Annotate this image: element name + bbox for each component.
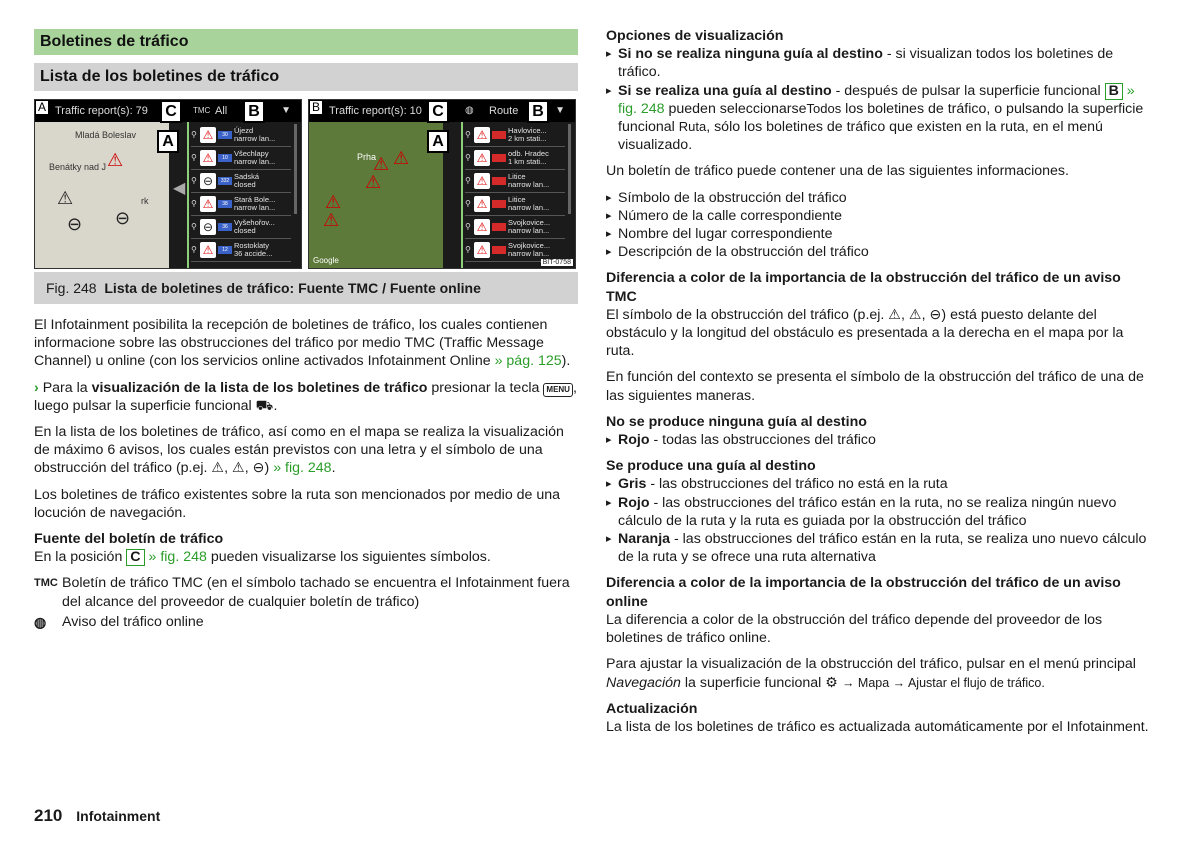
item-text: Litice narrow lan... (508, 172, 550, 189)
instruction (34, 379, 578, 415)
pin-icon: ⚲ (465, 176, 471, 185)
right-column (606, 27, 1151, 744)
pin-icon: ⚲ (191, 199, 197, 208)
dropdown-icon[interactable]: ▼ (555, 105, 565, 116)
scrollbar[interactable] (294, 124, 297, 214)
paragraph-text: El Infotainment posibilita la recepción de boletines de tráfico, los cuales contienen informacione sobre las obstrucciones del tráfico por medio TMC (Traffic Message Channel) u online (con los servicios online activados Infotainment Online (34, 317, 548, 370)
list-item (606, 475, 1151, 493)
list-item[interactable] (191, 147, 291, 170)
paragraph-text: pueden visualizarse los siguientes símbolos. (210, 549, 491, 566)
paragraph (34, 548, 578, 566)
paragraph: Los boletines de tráfico existentes sobre la ruta son mencionados por medio de una locución de navegación. (34, 486, 561, 521)
traffic-list (465, 124, 565, 262)
item-text: Újezd narrow lan... (234, 126, 276, 143)
symbol-text: Boletín de tráfico TMC (en el símbolo tachado se encuentra el Infotainment fuera del alcance del proveedor de cualquier boletín de tráfico) (62, 575, 570, 610)
paragraph: Un boletín de tráfico puede contener una de las siguientes informaciones. (606, 163, 1069, 180)
subheading: Diferencia a color de la importancia de la obstrucción del tráfico de un aviso online (606, 575, 1121, 610)
item-text: Havlovice... 2 km stati... (508, 126, 547, 143)
list-item[interactable] (465, 147, 565, 170)
paragraph-bold: visualización de la lista de los boletines de tráfico (91, 379, 428, 396)
figure-248 (34, 99, 578, 269)
item-text: - después de pulsar la superficie funcional (831, 82, 1101, 99)
warning-icon: ⚠ (323, 210, 340, 230)
list-item (606, 530, 1151, 566)
warning-icon: ⚠ (200, 242, 216, 258)
item-text: - todas las obstrucciones del tráfico (649, 432, 876, 449)
paragraph-text: . (331, 460, 336, 477)
report-count: Traffic report(s): 79 (55, 105, 148, 117)
list-item (606, 431, 1151, 449)
road-number (492, 131, 506, 139)
paragraph-text: , luego pulsar la superficie funcional (34, 379, 577, 414)
item-bold: Si no se realiza ninguna guía al destino (618, 46, 883, 63)
warning-icon: ⚠ (365, 172, 382, 192)
item-bold: Si se realiza una guía al destino (618, 82, 832, 99)
warning-icon: ⚠ (474, 150, 490, 166)
ui-term: Todos (806, 100, 842, 116)
warning-icon: ⚠ (373, 154, 390, 174)
pin-icon: ⚲ (465, 222, 471, 231)
ref-box-c: C (126, 549, 144, 566)
list-item: ▸ Número de la calle correspondiente (606, 207, 1151, 225)
noguide-list (606, 431, 1151, 449)
paragraph-text: Para ajustar la visualización de la obstrucción del tráfico, pulsar en el menú principal (606, 656, 1136, 673)
list-item[interactable] (191, 124, 291, 147)
road-number: 10 (218, 154, 232, 162)
paragraph-text: presionar la tecla (427, 379, 540, 396)
list-item[interactable] (191, 170, 291, 193)
list-item: ▸ Descripción de la obstrucción del tráfico (606, 243, 1151, 261)
callout-b: B (527, 100, 549, 123)
figure-link[interactable]: » fig. 248 (148, 549, 207, 566)
item-text: - las obstrucciones del tráfico están en la ruta, se realiza uno nuevo cálculo de la ruta y se ofrece una ruta alternativa (618, 531, 1147, 566)
closed-road-icon: ⊖ (200, 173, 216, 189)
figure-link[interactable]: » fig. 248 (273, 460, 332, 477)
divider (461, 122, 463, 269)
pin-icon: ⚲ (191, 222, 197, 231)
road-number (492, 200, 506, 208)
road-number: 12 (218, 246, 232, 254)
report-count: Traffic report(s): 10 (329, 105, 422, 117)
source-indicator[interactable]: TMC (193, 106, 211, 115)
collapse-arrow-icon[interactable]: ◀ (173, 180, 186, 197)
item-bold: Naranja (618, 531, 671, 548)
closed-road-icon: ⊖ (115, 208, 131, 228)
list-item: ▸ Nombre del lugar correspondiente (606, 225, 1151, 243)
symbol-row (34, 574, 578, 610)
item-text: pueden seleccionarse (664, 100, 807, 117)
paragraph: La lista de los boletines de tráfico es actualizada automáticamente por el Infotainment. (606, 718, 1149, 735)
closed-road-icon: ⊖ (200, 219, 216, 235)
filter-button[interactable]: All (215, 105, 228, 117)
menu-key-icon: MENU (543, 383, 573, 397)
road-number: 38 (218, 200, 232, 208)
callout-b: B (243, 100, 265, 123)
pin-icon: ⚲ (191, 245, 197, 254)
paragraph-text: En la lista de los boletines de tráfico, así como en el mapa se realiza la visualización de máximo 6 avisos, los cuales están previstos con una letra y el símbolo de una obstrucción del tráfico (p.ej. ⚠, ⚠, ⊖) (34, 424, 564, 477)
symbol-row (34, 613, 578, 631)
subheading: Se produce una guía al destino (606, 458, 816, 475)
page-link[interactable]: » pág. 125 (494, 353, 562, 370)
list-item[interactable] (465, 170, 565, 193)
traffic-function-icon: ⛟ (255, 397, 274, 414)
pin-icon: ⚲ (465, 153, 471, 162)
map-label: Prha (357, 152, 377, 162)
callout-a: A (157, 130, 179, 153)
paragraph-text: En la posición (34, 549, 123, 566)
figure-caption (34, 272, 578, 304)
info-list (606, 189, 1151, 262)
warning-icon: ⚠ (474, 219, 490, 235)
footer-section: Infotainment (76, 808, 161, 824)
pin-icon: ⚲ (191, 130, 197, 139)
menu-term: Navegación (606, 674, 681, 691)
pin-icon: ⚲ (191, 176, 197, 185)
pin-icon: ⚲ (465, 199, 471, 208)
caption-number: Fig. 248 (46, 280, 97, 296)
map-view (309, 122, 443, 269)
pin-icon: ⚲ (465, 130, 471, 139)
paragraph (34, 423, 578, 478)
list-item (606, 494, 1151, 530)
road-number: 36 (218, 223, 232, 231)
warning-icon: ⚠ (474, 196, 490, 212)
paragraph (34, 316, 578, 371)
item-text: , sólo los boletines de tráfico que existen en la ruta, en el menú visualizado. (618, 119, 1103, 154)
subheading: Actualización (606, 700, 698, 717)
road-number (492, 154, 506, 162)
warning-icon: ⚠ (107, 150, 124, 170)
screen-panel-a (34, 99, 302, 269)
paragraph-text: . (273, 397, 278, 414)
item-text: Stará Bole... narrow lan... (234, 195, 276, 212)
traffic-list (191, 124, 291, 262)
warning-icon: ⚠ (474, 127, 490, 143)
warning-icon: ⚠ (200, 127, 216, 143)
figure-code: BIT-0758 (542, 259, 571, 266)
paragraph: En función del contexto se presenta el símbolo de la obstrucción del tráfico de una de las siguientes maneras. (606, 369, 1144, 404)
item-bold: Gris (618, 476, 647, 493)
item-bold: Rojo (618, 432, 650, 449)
paragraph-text: la superficie funcional (680, 674, 826, 691)
list-item (606, 45, 1151, 81)
ui-term: Ruta (678, 119, 707, 135)
panel-letter: B (309, 100, 323, 115)
map-label: rk (141, 196, 149, 206)
callout-a: A (427, 130, 449, 153)
road-number: 332 (218, 177, 232, 185)
ref-box-b: B (1105, 83, 1123, 100)
item-text: Sadská closed (234, 172, 260, 189)
list-item: ▸ Símbolo de la obstrucción del tráfico (606, 189, 1151, 207)
subheading: Diferencia a color de la importancia de la obstrucción del tráfico de un aviso TMC (606, 270, 1121, 305)
screen-panel-b (308, 99, 576, 269)
filter-button[interactable]: Route (489, 105, 519, 117)
section-title: Boletines de tráfico (34, 29, 578, 55)
closed-road-icon: ⊖ (67, 214, 83, 234)
globe-icon[interactable]: ◍ (465, 105, 474, 116)
page-footer (34, 806, 160, 826)
step-arrow-icon: › (34, 379, 39, 396)
pin-icon: ⚲ (465, 245, 471, 254)
tmc-icon: TMC (34, 577, 58, 590)
road-number (492, 177, 506, 185)
warning-icon: ⚠ (325, 192, 342, 212)
item-text: Všechlapy narrow lan... (234, 149, 276, 166)
paragraph (606, 655, 1151, 691)
list-item[interactable] (191, 193, 291, 216)
item-text: Svojkovice... narrow lan... (508, 218, 551, 235)
list-item[interactable] (465, 193, 565, 216)
warning-icon: ⚠ (474, 242, 490, 258)
item-text: - las obstrucciones del tráfico están en la ruta, no se realiza ningún nuevo cálculo de la ruta y la ruta es guiada por la obstrucción del tráfico (618, 494, 1117, 529)
item-text: los boletines de tráfico, o pulsando la superficie funcional (618, 100, 1144, 136)
callout-c: C (160, 100, 182, 123)
map-label: Benátky nad J (49, 162, 107, 172)
scrollbar[interactable] (568, 124, 571, 214)
panel-letter: A (35, 100, 49, 115)
pin-icon: ⚲ (191, 153, 197, 162)
options-list (606, 45, 1151, 154)
subsection-title: Lista de los boletines de tráfico (34, 63, 578, 91)
paragraph-text: Para la (42, 379, 92, 396)
guide-list (606, 475, 1151, 566)
item-text: Rostoklaty 36 accide... (234, 241, 273, 258)
figure-link[interactable]: » fig. 248 (618, 82, 1135, 117)
left-column (34, 29, 578, 633)
item-text: Svojkovice... narrow lan... (508, 241, 551, 258)
list-item[interactable] (191, 216, 291, 239)
item-text: Vyšehořov... closed (234, 218, 275, 235)
map-view (35, 122, 169, 269)
paragraph: La diferencia a color de la obstrucción del tráfico depende del proveedor de los boletines de tráfico online. (606, 611, 1103, 647)
settings-icon: ⚙ (825, 674, 838, 691)
list-item[interactable] (465, 216, 565, 239)
road-number (492, 223, 506, 231)
warning-icon: ⚠ (200, 150, 216, 166)
menu-path: → Mapa → Ajustar el flujo de tráfico. (841, 675, 1045, 690)
divider (187, 122, 189, 269)
symbol-text: Aviso del tráfico online (62, 613, 204, 630)
dropdown-icon[interactable]: ▼ (281, 105, 291, 116)
item-text: Litice narrow lan... (508, 195, 550, 212)
road-number: 30 (218, 131, 232, 139)
caption-text: Lista de boletines de tráfico: Fuente TMC / Fuente online (104, 280, 481, 296)
warning-icon: ⚠ (474, 173, 490, 189)
subheading: No se produce ninguna guía al destino (606, 413, 867, 430)
item-text: odb. Hradec 1 km stati... (508, 149, 549, 166)
globe-icon: ◍ (34, 613, 47, 630)
map-label: Google (313, 256, 339, 265)
warning-icon: ⚠ (200, 196, 216, 212)
list-item[interactable] (465, 124, 565, 147)
warning-icon: ⚠ (393, 148, 410, 168)
subheading: Fuente del boletín de tráfico (34, 531, 224, 548)
map-label: Mladá Boleslav (75, 130, 137, 140)
warning-icon: ⚠ (57, 188, 74, 208)
paragraph: El símbolo de la obstrucción del tráfico (p.ej. ⚠, ⚠, ⊖) está puesto delante del obstáculo y la longitud del obstáculo es presentada a la derecha en el mapa por la ruta. (606, 306, 1124, 360)
item-bold: Rojo (618, 494, 650, 511)
item-text: - las obstrucciones del tráfico no está en la ruta (646, 476, 948, 493)
road-number (492, 246, 506, 254)
list-item[interactable] (191, 239, 291, 262)
paragraph-text: ). (561, 353, 571, 370)
page-number: 210 (34, 806, 63, 825)
subheading: Opciones de visualización (606, 28, 784, 44)
callout-c: C (427, 100, 449, 123)
list-item (606, 82, 1151, 155)
item-text: - si visualizan todos los boletines de tráfico. (618, 46, 1114, 81)
